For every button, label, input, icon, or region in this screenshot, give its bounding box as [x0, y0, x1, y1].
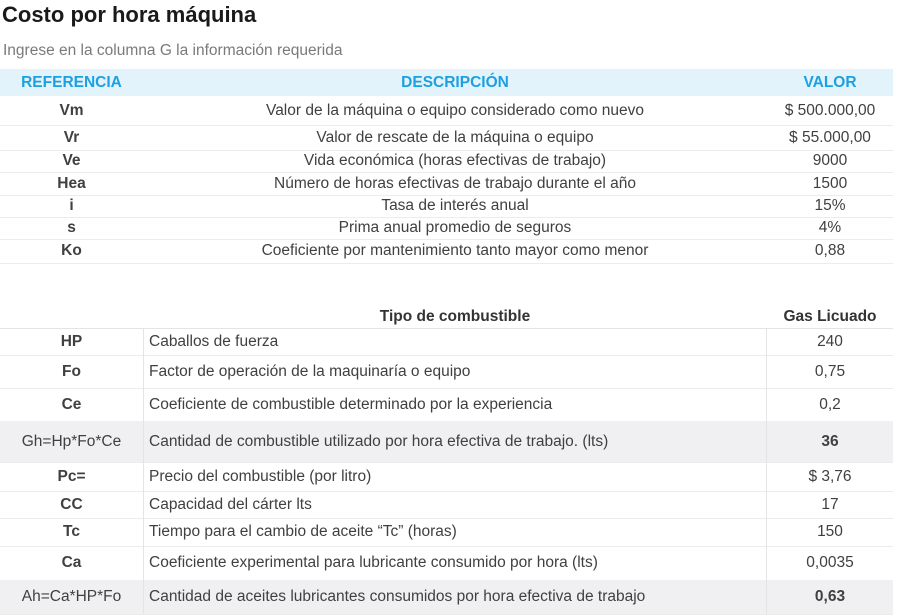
- table-row: [0, 217, 893, 240]
- description-cell: Vida económica (horas efectivas de trabajo): [303, 152, 607, 169]
- table-row: [0, 355, 893, 389]
- reference-cell: Vm: [59, 102, 84, 119]
- description-cell: Prima anual promedio de seguros: [338, 219, 572, 236]
- table-row: [0, 421, 893, 463]
- description-cell: Factor de operación de la maquinaría o equipo: [143, 355, 766, 388]
- fuel-type-value[interactable]: Gas Licuado: [783, 308, 877, 325]
- description-cell: Coeficiente por mantenimiento tanto mayor como menor: [261, 242, 649, 259]
- reference-cell: HP: [60, 333, 83, 350]
- value-cell[interactable]: 4%: [818, 219, 842, 236]
- reference-cell: Ce: [61, 395, 82, 413]
- reference-cell: Gh=Hp*Fo*Ce: [21, 432, 122, 450]
- table-row: [0, 546, 893, 581]
- description-cell: Valor de rescate de la máquina o equipo: [316, 128, 594, 146]
- description-cell: Caballos de fuerza: [143, 329, 766, 355]
- table-row: [0, 125, 893, 151]
- table-row: [0, 329, 893, 356]
- value-cell[interactable]: 0,63: [766, 580, 893, 614]
- reference-cell: Ah=Ca*HP*Fo: [21, 588, 122, 605]
- description-cell: Tiempo para el cambio de aceite “Tc” (horas): [143, 518, 766, 546]
- table-row: [0, 491, 893, 519]
- value-cell[interactable]: 1500: [812, 174, 848, 192]
- value-cell[interactable]: 0,75: [766, 355, 893, 388]
- reference-cell: Ko: [61, 242, 82, 259]
- header-referencia: REFERENCIA: [21, 73, 122, 91]
- instructions: Ingrese en la columna G la información requerida: [3, 42, 343, 59]
- reference-cell: CC: [60, 495, 83, 513]
- fuel-type-row: [0, 306, 893, 329]
- table-header: [0, 69, 893, 96]
- description-cell: Precio del combustible (por litro): [143, 462, 766, 491]
- value-cell[interactable]: 0,2: [766, 388, 893, 421]
- value-cell[interactable]: 0,0035: [766, 546, 893, 580]
- value-cell[interactable]: $ 500.000,00: [784, 102, 876, 119]
- reference-cell: Hea: [57, 174, 86, 192]
- table-row: [0, 388, 893, 422]
- value-cell[interactable]: 36: [766, 421, 893, 462]
- table-row: [0, 172, 893, 196]
- value-cell[interactable]: 0,88: [814, 242, 846, 259]
- reference-cell: Fo: [62, 362, 81, 380]
- description-cell: Tasa de interés anual: [381, 197, 529, 214]
- reference-cell: Tc: [63, 523, 80, 540]
- header-descripcion: DESCRIPCIÓN: [401, 73, 509, 91]
- description-cell: Coeficiente de combustible determinado por la experiencia: [143, 388, 766, 421]
- description-cell: Cantidad de aceites lubricantes consumidos por hora efectiva de trabajo: [143, 580, 766, 614]
- fuel-type-label: Tipo de combustible: [379, 308, 531, 325]
- description-cell: Capacidad del cárter lts: [143, 491, 766, 518]
- value-cell[interactable]: 9000: [812, 152, 848, 169]
- description-cell: Número de horas efectivas de trabajo durante el año: [274, 174, 636, 192]
- value-cell[interactable]: $ 3,76: [766, 462, 893, 491]
- table-row: [0, 195, 893, 218]
- header-valor: VALOR: [803, 73, 857, 91]
- table-row: [0, 150, 893, 173]
- description-cell: Valor de la máquina o equipo considerado como nuevo: [266, 102, 644, 119]
- reference-cell: Ve: [62, 152, 81, 169]
- reference-cell: Vr: [63, 128, 80, 146]
- page-title: Costo por hora máquina: [2, 2, 257, 27]
- value-cell[interactable]: 15%: [814, 197, 846, 214]
- table-row: [0, 580, 893, 615]
- reference-cell: Pc=: [57, 467, 86, 485]
- description-cell: Cantidad de combustible utilizado por hora efectiva de trabajo. (lts): [143, 421, 766, 462]
- value-cell[interactable]: $ 55.000,00: [789, 128, 871, 146]
- table-row: [0, 239, 893, 264]
- table-row: [0, 462, 893, 492]
- reference-cell: s: [67, 219, 76, 236]
- reference-cell: i: [69, 197, 74, 214]
- description-cell: Coeficiente experimental para lubricante consumido por hora (lts): [143, 546, 766, 580]
- value-cell[interactable]: 240: [766, 329, 893, 355]
- table-row: [0, 97, 893, 126]
- reference-cell: Ca: [61, 554, 82, 571]
- value-cell[interactable]: 17: [766, 491, 893, 518]
- table-row: [0, 518, 893, 547]
- value-cell[interactable]: 150: [766, 518, 893, 546]
